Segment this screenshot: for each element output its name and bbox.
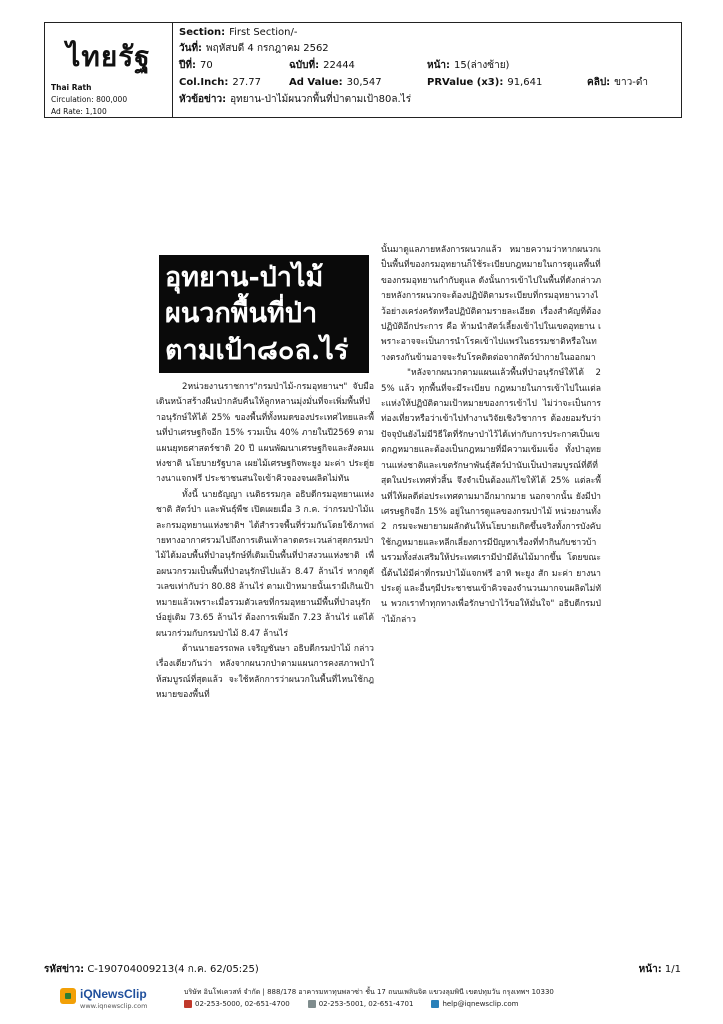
email-address[interactable]: help@iqnewsclip.com — [442, 1000, 519, 1008]
page-number — [639, 962, 681, 977]
headline-line-3: ตามเป้า๘๐ล.ไร่ — [165, 335, 349, 367]
article-column-2 — [381, 243, 601, 628]
advalue-value: 30,547 — [346, 76, 382, 88]
ad-rate: Ad Rate: 1,100 — [51, 107, 107, 116]
advalue-label: Ad Value: — [289, 76, 343, 88]
paragraph: นั้นมาดูแลภายหลังการผนวกแล้ว หมายความว่าหากผนวกเป็นพื้นที่ของกรมอุทยานก็ใช้ระเบียบกฎหมายในการดูแลพื้นที่ของกรมอุทยานกำกับดูแล ดังนั้นการเข้าไปในพื้นที่ดังกล่าวภายหลังการผนวกจะต้องปฏิบัติตามระเบียบที่กรมอุทยานวางไว้อย่างเคร่งครัดหรือปฏิบัติตามรายละเอียด เรื่องสำคัญที่ต้องปฏิบัติอีกประการ คือ ห้ามนำสัตว์เลี้ยงเข้าไปในเขตอุทยาน เพราะอาจจะเป็นการนำโรคเข้าไปแพร่ในธรรมชาติหรือในทางตรงกันข้ามอาจจะรับโรคติดต่อจากสัตว์ป่ากายในออกมา — [381, 245, 601, 363]
date-label: วันที่: — [179, 42, 203, 54]
iqnewsclip-brand[interactable] — [60, 985, 180, 1013]
phone-numbers: 02-253-5000, 02-651-4700 — [195, 1000, 290, 1008]
page-value: 15(ล่างซ้าย) — [454, 59, 510, 71]
clip-value: ขาว-ดำ — [614, 76, 648, 88]
footer-bar — [60, 985, 660, 1013]
brand-url[interactable]: www.iqnewsclip.com — [80, 1002, 148, 1010]
section-label: Section: — [179, 26, 226, 38]
page-number-label: หน้า: — [638, 964, 662, 975]
prvalue-value: 91,641 — [507, 76, 543, 88]
issue-label: ฉบับที่: — [289, 59, 320, 71]
clip-label: คลิป: — [587, 76, 611, 88]
topic-value: อุทยาน-ป่าไม้ผนวกพื้นที่ป่าตามเป้า80ล.ไร่ — [230, 93, 412, 105]
phone-icon — [184, 1000, 192, 1008]
publication-name: Thai Rath — [51, 83, 92, 92]
page-number-value: 1/1 — [664, 964, 681, 975]
thairath-logo: ไทยรัฐ — [66, 40, 151, 73]
topic-label: หัวข้อข่าว: — [179, 93, 227, 105]
iqnewsclip-logo-icon — [60, 988, 76, 1004]
section-row — [179, 25, 675, 39]
news-code-label: รหัสข่าว: — [44, 964, 85, 975]
circulation: Circulation: 800,000 — [51, 95, 128, 104]
publication-panel — [45, 23, 173, 117]
topic-row — [179, 92, 675, 106]
metadata-panel — [173, 23, 681, 117]
fax-icon — [308, 1000, 316, 1008]
news-code-value: C-190704009213(4 ก.ค. 62/05:25) — [87, 964, 259, 975]
section-value: First Section/- — [229, 26, 298, 38]
prvalue-label: PRValue (x3): — [427, 76, 504, 88]
contact-info — [180, 985, 660, 1013]
page-label: หน้า: — [427, 59, 451, 71]
colinch-label: Col.Inch: — [179, 76, 229, 88]
date-row — [179, 41, 675, 55]
headline-line-2: ผนวกพื้นที่ป่า — [165, 298, 318, 330]
brand-name: iQNewsClip — [80, 987, 147, 1001]
issue-value: 22444 — [323, 59, 355, 71]
paragraph: ด้านนายอรรถพล เจริญชันษา อธิบดีกรมป่าไม้ กล่าวเรื่องเดียวกันว่า หลังจากผนวกป่าตามแผนการคงสภาพป่าให้สมบูรณ์ที่สุดแล้ว จะใช้หลักการว่าผนวกในพื้นที่ไหนใช้กฎหมายของพื้นที่ — [156, 643, 374, 701]
issue-row — [179, 58, 675, 72]
value-row — [179, 75, 675, 89]
year-label: ปีที่: — [179, 59, 196, 71]
article-column-1 — [156, 380, 374, 704]
headline-line-1: อุทยาน-ป่าไม้ — [165, 261, 324, 293]
date-value: พฤหัสบดี 4 กรกฎาคม 2562 — [206, 42, 329, 54]
headline-box — [159, 255, 369, 373]
year-value: 70 — [199, 59, 213, 71]
fax-numbers: 02-253-5001, 02-651-4701 — [318, 1000, 414, 1008]
paragraph: ทั้งนี้ นายธัญญา เนติธรรมกุล อธิบดีกรมอุทยานแห่งชาติ สัตว์ป่า และพันธุ์พืช เปิดเผยเมื่อ 3 ก.ค. ว่ากรมป่าไม้และกรมอุทยานแห่งชาติฯ ได้สำรวจพื้นที่ร่วมกันโดยใช้ภาพถ่ายทางอากาศรวมไปถึงการเดินเท้าลาดตระเวนล่าสุดกรมป่าไม้ได้มอบพื้นที่ป่าอนุรักษ์ที่เดิมเป็นพื้นที่ป่าสงวนแห่งชาติ เพื่อผนวกรวมเป็นพื้นที่ป่าอนุรักษ์ไปแล้ว 8.47 ล้านไร่ หากดูตัวเลขเท่ากับว่า 80.88 ล้านไร่ ตามเป้าหมายนั้นเรามีเกินเป้าหมายแล้วเพราะเมื่อรวมตัวเลขที่กรมอุทยานมีพื้นที่ป่าอนุรักษ์อยู่เดิม 73.65 ล้านไร่ ต้องการเพิ่มอีก 7.23 ล้านไร่ แต่ได้ผนวกร่วมกับกรมป่าไม้ 8.47 ล้านไร่ — [156, 489, 374, 639]
news-code — [44, 962, 259, 977]
clipping-header — [44, 22, 682, 118]
email-icon — [431, 1000, 439, 1008]
colinch-value: 27.77 — [232, 76, 261, 88]
paragraph: "หลังจากผนวกตามแผนแล้วพื้นที่ป่าอนุรักษ์ให้ได้ 25% แล้ว ทุกพื้นที่จะมีระเบียบ กฎหมายในการเข้าไปในแต่ละแห่งให้ปฏิบัติตามเป้าหมายของการเข้าไป ไม่ว่าจะเป็นการท่องเที่ยวหรือว่าเข้าไปทำงานวิจัยเชิงวิชาการ ต้องยอมรับว่าปัจจุบันยังไม่มีวิธีใดที่รักษาป่าไว้ได้เท่ากับการประกาศเป็นเขตกฎหมายและต้องเป็นกฎหมายที่มีความเข้มแข็ง ทั้งป่าอุทยานแห่งชาติและเขตรักษาพันธุ์สัตว์ป่านับเป็นป่าสมบูรณ์ที่ดีที่สุดในประเทศทั่วสิ้น จึงจำเป็นต้องแก้ไขให้ได้ 25% แต่ละพื้นที่ให้ผลดีต่อประเทศตามมาอีกมากมาย นอกจากนั้น ยังมีป่าเศรษฐกิจอีก 15% อยู่ในการดูแลของกรมป่าไม้ หน่วยงานทั้ง 2 กรมจะพยายามผลักดันให้นโยบายเกิดขึ้นจริงทั้งการบังคับใช้กฎหมายและหลีกเลี่ยงการมีปัญหาเรื่องที่ทำกินกับชาวบ้านรวมทั้งส่งเสริมให้ประเทศเรามีป่ามีต้นไม้มากขึ้น โดยขณะนี้ต้นไม้มีค่าที่กรมป่าไม้แจกฟรี อาทิ พะยูง สัก มะค่า ยางนา ประดู่ และอื่นๆมีประชาชนเข้าคิวจองจำนวนมากจนผลิตไม่ทัน พวกเราทำทุกทางเพื่อรักษาป่าไว้ขอให้มั่นใจ" อธิบดีกรมป่าไม้กล่าว — [381, 368, 601, 625]
company-address: บริษัท อินโฟเควสท์ จำกัด | 888/178 อาคารมหาทุนพลาซ่า ชั้น 17 ถนนเพลินจิต แขวงลุมพินี เขตปทุมวัน กรุงเทพฯ 10330 — [184, 988, 554, 996]
paragraph: 2หน่วยงานราชการ"กรมป่าไม้-กรมอุทยานฯ" จับมือเดินหน้าสร้างผืนป่ากลับคืนให้ลูกหลานมุ่งมั่นที่จะเพิ่มพื้นที่ป่าอนุรักษ์ให้ได้ 25% ของพื้นที่ทั้งหมดของประเทศไทยและพื้นที่ป่าเศรษฐกิจอีก 15% รวมเป็น 40% ภายในปี2569 ตามแผนยุทธศาสตร์ชาติ 20 ปี แผนพัฒนาเศรษฐกิจและสังคมแห่งชาติ นโยบายรัฐบาล เผยไม้เศรษฐกิจพะยูง มะค่า ประดู่ยางนาแจกฟรี ประชาชนสนใจเข้าคิวจองจนผลิตไม่ทัน — [156, 382, 374, 485]
